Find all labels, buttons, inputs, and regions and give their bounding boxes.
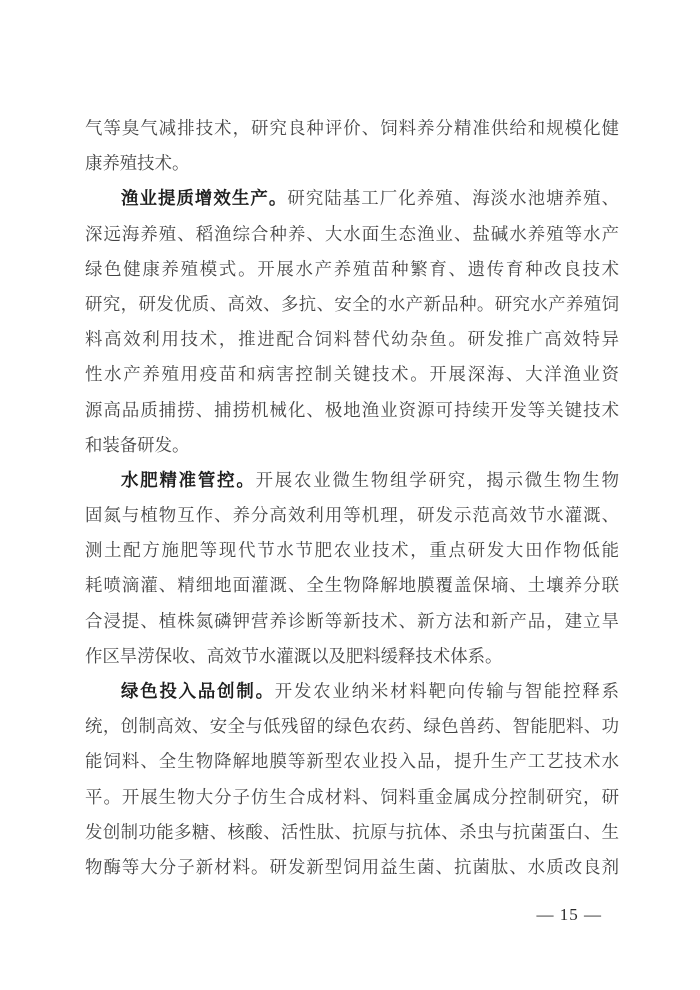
line-text: 深远海养殖、稻渔综合种养、大水面生态渔业、盐碱水养殖等水产: [85, 223, 619, 244]
line-text: 气等臭气减排技术，研究良种评价、饲料养分精准供给和规模化健: [85, 118, 619, 138]
line-text: 性水产养殖用疫苗和病害控制关键技术。开展深海、大洋渔业资: [85, 364, 619, 385]
line-text: 源高品质捕捞、捕捞机械化、极地渔业资源可持续开发等关键技术: [85, 399, 619, 420]
paragraph-lead: 水肥精准管控。: [121, 469, 256, 490]
text-line: [85, 815, 619, 850]
text-line: [85, 393, 619, 428]
line-text: 研究，研发优质、高效、多抗、安全的水产新品种。研究水产养殖饲: [85, 293, 619, 314]
text-line: [85, 780, 619, 815]
line-text: 合浸提、植株氮磷钾营养诊断等新技术、新方法和新产品，建立旱: [85, 610, 619, 631]
text-line: [85, 357, 619, 392]
text-line: [85, 709, 619, 744]
text-block: [85, 111, 619, 885]
text-line: [85, 322, 619, 357]
line-text: 物酶等大分子新材料。研发新型饲用益生菌、抗菌肽、水质改良剂: [85, 856, 619, 877]
line-text: 能饲料、全生物降解地膜等新型农业投入品，提升生产工艺技术水: [85, 751, 619, 772]
line-text: 平。开展生物大分子仿生合成材料、饲料重金属成分控制研究，研: [85, 786, 619, 807]
text-line: [85, 287, 619, 322]
line-text: 发创制功能多糖、核酸、活性肽、抗原与抗体、杀虫与抗菌蛋白、生: [85, 821, 619, 842]
text-line: [85, 604, 619, 639]
paragraph-lead: 绿色投入品创制。: [121, 681, 275, 701]
line-text: 开发农业纳米材料靶向传输与智能控释系: [274, 681, 619, 701]
line-text: 耗喷滴灌、精细地面灌溉、全生物降解地膜覆盖保墒、土壤养分联: [85, 575, 619, 596]
line-text: 和装备研发。: [85, 434, 190, 455]
text-line: [85, 674, 619, 709]
line-text: 测土配方施肥等现代节水节肥农业技术，重点研发大田作物低能: [85, 540, 619, 561]
text-line: [85, 217, 619, 252]
paragraph-lead: 渔业提质增效生产。: [121, 188, 288, 209]
text-line: [85, 428, 619, 463]
line-text: 开展农业微生物组学研究，揭示微生物生物: [255, 469, 619, 490]
text-line: [85, 463, 619, 498]
text-line: [85, 146, 619, 181]
text-line: [85, 111, 619, 146]
text-line: [85, 181, 619, 216]
line-text: 研究陆基工厂化养殖、海淡水池塘养殖、: [287, 188, 619, 209]
line-text: 统，创制高效、安全与低残留的绿色农药、绿色兽药、智能肥料、功: [85, 716, 619, 737]
line-text: 固氮与植物互作、养分高效利用等机理，研发示范高效节水灌溉、: [85, 505, 619, 526]
text-line: [85, 252, 619, 287]
text-line: [85, 568, 619, 603]
text-line: [85, 744, 619, 779]
text-line: [85, 498, 619, 533]
text-line: [85, 533, 619, 568]
page-number: — 15 —: [536, 905, 602, 924]
text-line: [85, 850, 619, 885]
line-text: 康养殖技术。: [85, 153, 190, 174]
text-line: [85, 639, 619, 674]
line-text: 作区旱涝保收、高效节水灌溉以及肥料缓释技术体系。: [85, 645, 503, 666]
line-text: 绿色健康养殖模式。开展水产养殖苗种繁育、遗传育种改良技术: [85, 258, 619, 279]
line-text: 料高效利用技术，推进配合饲料替代幼杂鱼。研发推广高效特异: [85, 329, 619, 350]
